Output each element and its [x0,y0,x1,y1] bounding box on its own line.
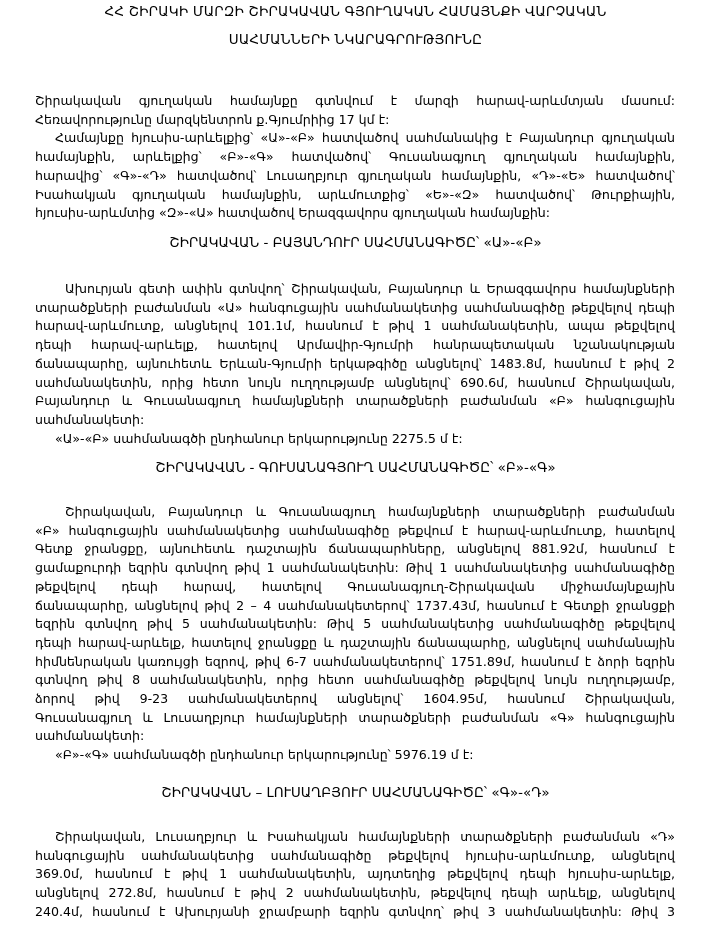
text-line: սահմանակետի: [35,411,145,427]
text-line: հյուսիս-արևմտից «Զ»-«Ա» հատվածով Երազգավորս գյուղական համայնքին: [35,205,551,221]
document-title-line-2: ՍԱՀՄԱՆՆԵՐԻ ՆԿԱՐԱԳՐՈՒԹՅՈՒՆԸ [228,32,483,48]
text-line: ցամաքուրդի եզրին գտնվող թիվ 1 սահմանակետին: Թիվ 1 սահմանակետից սահմանագիծը [35,560,675,576]
text-line: տարածքների բաժանման «Ա» հանգուցային սահմանակետից սահմանագիծը թեքվելով դեպի [35,299,675,315]
text-line: անցնելով 272.8մ, հասնում է թիվ 2 սահմանակետին, թեքվելով դեպի արևելք, անցնելով [35,885,675,901]
text-line: Իսահակյան գյուղական համայնքին, արևմուտքից՝ «Ե»-«Զ» հատվածով՝ Թուրքիային, [35,186,675,202]
text-line: հարավից՝ «Գ»-«Դ» հատվածով՝ Լուսաղբյուր գյուղական համայնքին, «Դ»-«Ե» հատվածով՝ [35,167,675,183]
text-line: Գետք ջրանցքը, այնուհետև դաշտային ճանապարհները, անցնելով 881.92մ, հասնում է [35,541,675,557]
text-line: 369.0մ, հասնում է թիվ 1 սահմանակետին, այդտեղից թեքվելով դեպի հյուսիս-արևելք, [35,866,675,882]
section-heading-b-g: ՇԻՐԱԿԱՎԱՆ - ԳՈՒՍԱՆԱԳՅՈՒՂ ՍԱՀՄԱՆԱԳԻԾԸ՝ «Բ»-«Գ» [155,460,556,476]
text-line: գտնվող թիվ 8 սահմանակետին, որից հետո սահմանագիծը թեքվելով նույն ուղղությամբ, [35,672,675,688]
text-line: ճանապարհը, այնուհետև Երևան-Գյումրի երկաթգիծը անցնելով՝ 1483.8մ, հասնում է թիվ 2 [35,355,675,371]
text-line: Շիրակավան, Լուսաղբյուր և Իսահակյան համայնքների տարածքների բաժանման «Դ» [55,829,675,844]
text-line: 240.4մ, հասնում է Ախուրյանի ջրամբարի եզրին գտնվող՝ թիվ 3 սահմանակետին: Թիվ 3 [35,903,675,919]
text-line: եզրին գտնվող թիվ 5 սահմանակետին: Թիվ 5 սահմանակետից սահմանագիծը թեքվելով [35,616,675,632]
text-line: ճանապարհը, անցնելով թիվ 2 – 4 սահմանակետերով՝ 1737.43մ, հասնում է Գետքի ջրանցքի [35,597,675,613]
text-line: սահմանակետին, որից հետո նույն ուղղությամբ անցնելով՝ 690.6մ, հասնում Շիրակավան, [35,374,675,390]
text-line: Ախուրյան գետի ափին գտնվող՝ Շիրակավան, Բայանդուր և Երազգավորս համայնքների [65,281,675,296]
section-a-b-paragraph [35,280,675,448]
intro-paragraph [35,92,675,223]
document-title-line-1: ՀՀ ՇԻՐԱԿԻ ՄԱՐԶԻ ՇԻՐԱԿԱՎԱՆ ԳՅՈՒՂԱԿԱՆ ՀԱՄԱՅՆՔԻ ՎԱՐՉԱԿԱՆ [104,4,607,20]
section-heading-a-b: ՇԻՐԱԿԱՎԱՆ - ԲԱՅԱՆԴՈՒՐ ՍԱՀՄԱՆԱԳԻԾԸ՝ «Ա»-«Բ» [169,235,542,251]
section-heading-g-d: ՇԻՐԱԿԱՎԱՆ – ԼՈՒՍԱՂԲՅՈՒՐ ՍԱՀՄԱՆԱԳԻԾԸ՝ «Գ»-«Դ» [161,785,550,801]
text-line: հիմնենրական կառույցի եզրով, թիվ 6-7 սահմանակետերով՝ 1751.89մ, հասնում է ձորի եզրին [35,653,675,669]
text-line: Հեռավորությունը մարզկենտրոն ք.Գյումրիից 17 կմ է: [35,111,390,127]
text-line: «Բ» հանգուցային սահմանակետից սահմանագիծը թեքվում է հարավ-արևմուտք, հատելով [35,522,675,538]
text-line: ձորով թիվ 9-23 սահմանակետերով անցնելով՝ 1604.95մ, հասնում Շիրակավան, [35,691,675,707]
text-line: դեպի հարավ-արևելք, հատելով ջրանցքը և դաշտային ճանապարհը, անցնելով սահմանային [35,634,675,650]
text-line: Համայնքը հյուսիս-արևելքից՝ «Ա»-«Բ» հատվածով սահմանակից է Բայանդուր գյուղական [55,130,675,146]
section-total-length: «Ա»-«Բ» սահմանագծի ընդհանուր երկարությունը 2275.5 մ է: [55,430,463,446]
text-line: Գուսանագյուղ և Լուսաղբյուր համայնքների տարածքների բաժանման «Գ» հանգուցային [35,709,675,725]
text-line: Բայանդուր և Գուսանագյուղ համայնքների տարածքների բաժանման «Բ» հանգուցային [35,393,675,409]
text-line: սահմանակետի: [35,728,145,744]
text-line: Շիրակավան գյուղական համայնքը գտնվում է մարզի հարավ-արևմտյան մասում: [35,93,675,108]
section-g-d-paragraph [35,828,675,922]
text-line: դեպի հարավ-արևելք, հատելով Արմավիր-Գյումրի հանրապետական նշանակության [35,337,675,353]
text-line: Շիրակավան, Բայանդուր և Գուսանագյուղ համայնքների տարածքների բաժանման [65,504,675,519]
section-b-g-paragraph [35,503,675,765]
text-line: հարավ-արևմուտք, անցնելով 101.1մ, հասնում է թիվ 1 սահմանակետին, ապա թեքվելով [35,318,675,334]
text-line: թեքվելով դեպի հարավ, հատելով Գուսանագյուղ-Շիրակավան միջհամայնքային [35,578,675,594]
text-line: համայնքին, արևելքից՝ «Բ»-«Գ» հատվածով՝ Գուսանագյուղ գյուղական համայնքին, [35,149,675,165]
section-total-length: «Բ»-«Գ» սահմանագծի ընդհանուր երկարությունը՝ 5976.19 մ է: [55,747,474,763]
text-line: հանգուցային սահմանակետից սահմանագիծը թեքվելով հյուսիս-արևմուտք, անցնելով [35,847,675,863]
